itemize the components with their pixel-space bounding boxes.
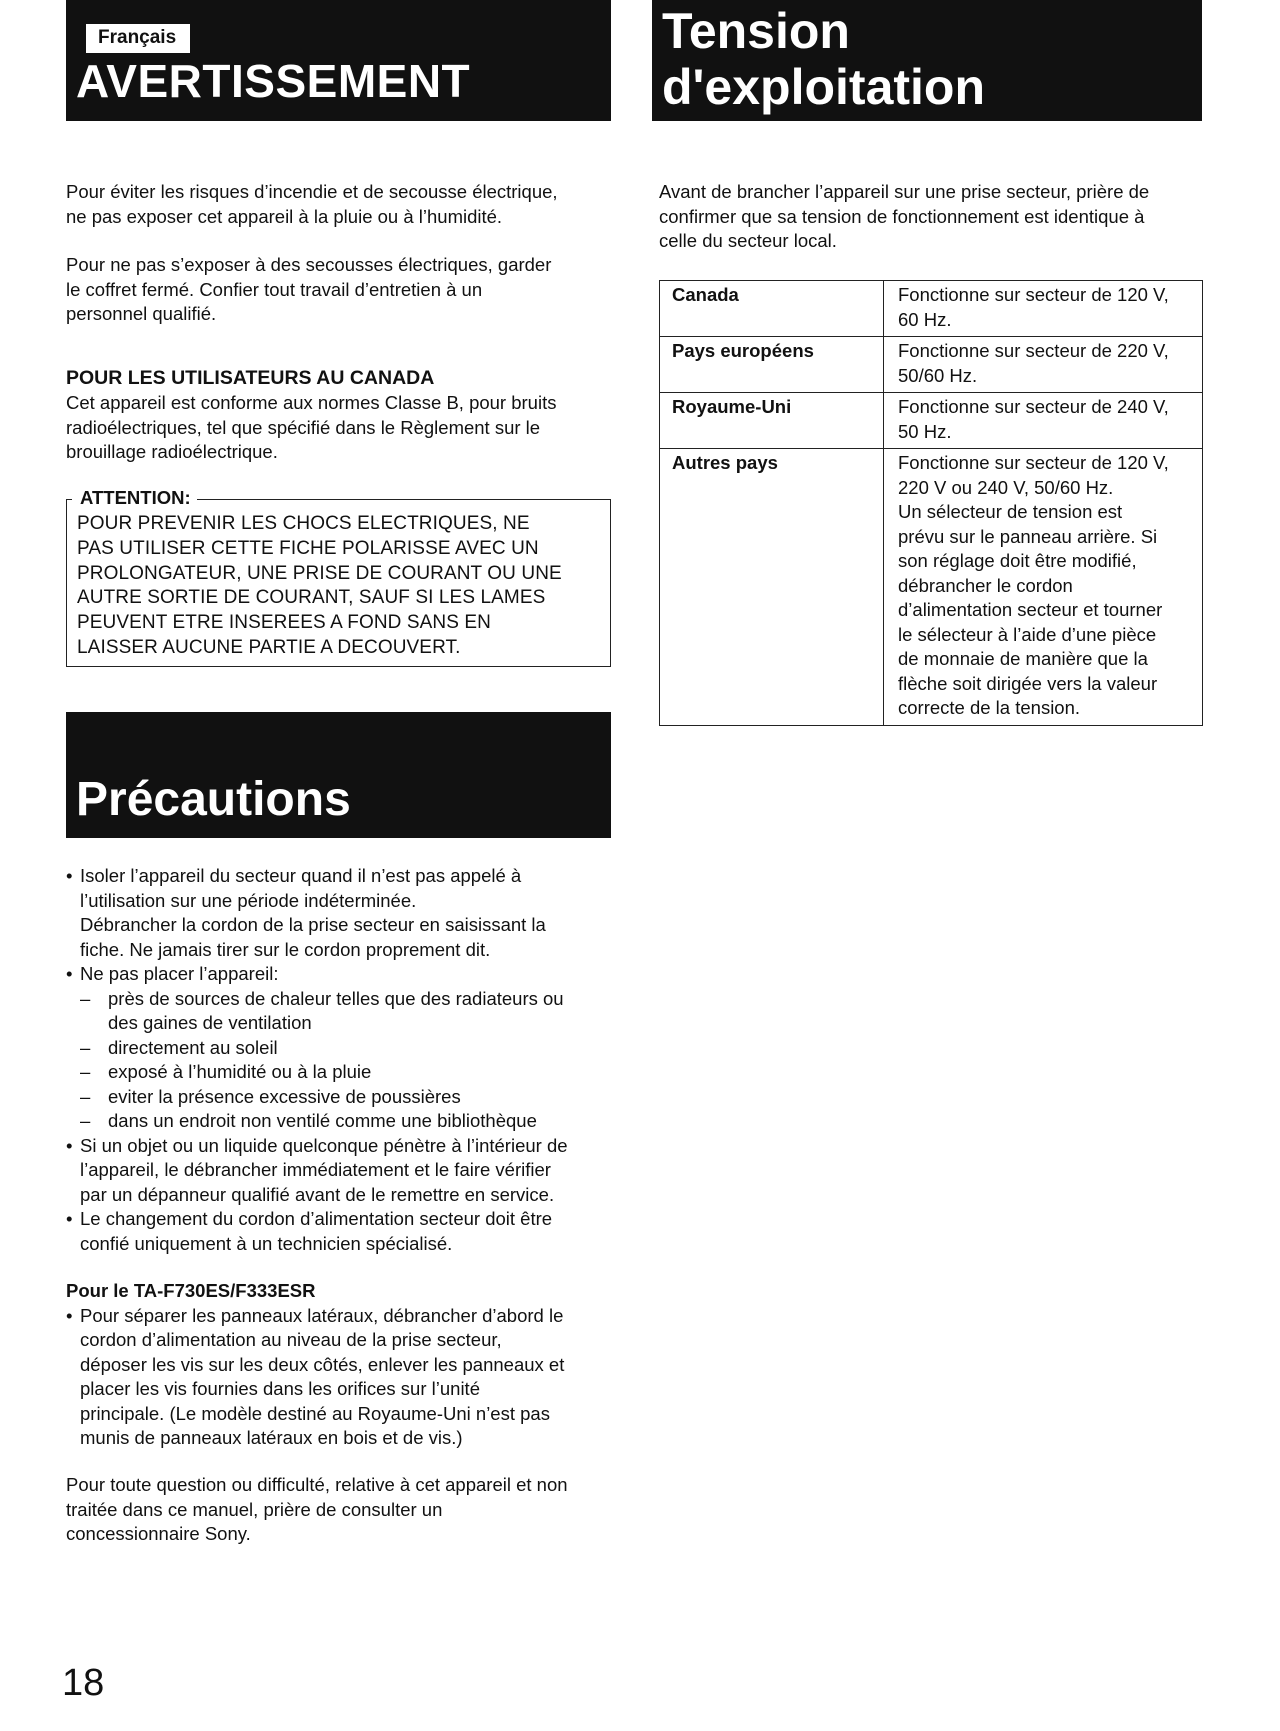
text-line: l’appareil, le débrancher immédiatement et le faire vérifier: [80, 1159, 551, 1180]
closing-paragraph: [66, 1473, 636, 1547]
text-line: ne pas exposer cet appareil à la pluie ou à l’humidité.: [66, 205, 503, 227]
text-line: • Isoler l’appareil du secteur quand il n’est pas appelé à: [80, 865, 522, 886]
language-tag: Français: [86, 24, 190, 53]
text-line: des gaines de ventilation: [108, 1012, 312, 1033]
text-line: LAISSER AUCUNE PARTIE A DECOUVERT.: [77, 636, 461, 658]
text-line: 50 Hz.: [898, 420, 952, 442]
country-cell: Autres pays: [660, 449, 884, 726]
text-line: – près de sources de chaleur telles que des radiateurs ou: [108, 987, 564, 1009]
text-line: PAS UTILISER CETTE FICHE POLARISSE AVEC UN: [77, 537, 539, 559]
text-line: 220 V ou 240 V, 50/60 Hz.: [898, 476, 1114, 498]
text-line: Cet appareil est conforme aux normes Classe B, pour bruits: [66, 392, 557, 413]
text-line: fiche. Ne jamais tirer sur le cordon proprement dit.: [80, 938, 491, 960]
text-line: placer les vis fournies dans les orifices sur l’unité: [80, 1378, 480, 1399]
country-cell: Pays européens: [660, 337, 884, 393]
text-line: Un sélecteur de tension est: [898, 501, 1123, 522]
list-item: [66, 864, 626, 962]
text-line: celle du secteur local.: [659, 230, 837, 251]
text-line: Fonctionne sur secteur de 120 V,: [898, 284, 1169, 305]
list-item: [66, 1134, 626, 1208]
text-line: Fonctionne sur secteur de 240 V,: [898, 396, 1169, 417]
list-item: [66, 1304, 626, 1451]
avertissement-para2: [66, 253, 626, 327]
avertissement-banner: [66, 0, 611, 121]
text-line: • Si un objet ou un liquide quelconque pénètre à l’intérieur de: [80, 1134, 568, 1156]
attention-border: [66, 499, 72, 500]
model-section: [66, 1279, 626, 1451]
precautions-banner: [66, 712, 611, 838]
tension-banner: [652, 0, 1202, 121]
attention-text: [77, 512, 562, 661]
avertissement-para1: [66, 180, 626, 229]
precautions-list: [66, 864, 626, 1256]
text-line: le coffret fermé. Confier tout travail d’entretien à un: [66, 278, 483, 300]
canada-text: [66, 391, 626, 465]
text-line: Pour ne pas s’exposer à des secousses électriques, garder: [66, 254, 552, 275]
table-row: [660, 393, 1203, 449]
text-line: brouillage radioélectrique.: [66, 441, 278, 462]
text-line: Débrancher la cordon de la prise secteur en saisissant la: [80, 914, 546, 935]
voltage-cell: [884, 281, 1203, 337]
text-line: • Ne pas placer l’appareil:: [80, 963, 279, 984]
attention-label: ATTENTION:: [77, 486, 197, 510]
text-line: l’utilisation sur une période indéterminée.: [80, 889, 417, 911]
sub-list-item: – directement au soleil: [80, 1036, 626, 1061]
text-line: Fonctionne sur secteur de 120 V,: [898, 452, 1169, 473]
table-row: [660, 449, 1203, 726]
model-list: [66, 1304, 626, 1451]
attention-box: [66, 487, 611, 667]
text-line: principale. (Le modèle destiné au Royaume-Uni n’est pas: [80, 1402, 550, 1424]
country-cell: Canada: [660, 281, 884, 337]
sub-list-item: – dans un endroit non ventilé comme une bibliothèque: [80, 1109, 626, 1134]
text-line: par un dépanneur qualifié avant de le remettre en service.: [80, 1183, 555, 1205]
text-line: confirmer que sa tension de fonctionnement est identique à: [659, 205, 1145, 227]
sub-list: [80, 987, 626, 1134]
text-line: POUR PREVENIR LES CHOCS ELECTRIQUES, NE: [77, 513, 530, 534]
voltage-table: [659, 280, 1203, 726]
text-line: Fonctionne sur secteur de 220 V,: [898, 340, 1169, 361]
table-row: [660, 337, 1203, 393]
text-line: concessionnaire Sony.: [66, 1523, 251, 1544]
text-line: Pour éviter les risques d’incendie et de secousse électrique,: [66, 181, 558, 202]
text-line: Avant de brancher l’appareil sur une prise secteur, prière de: [659, 181, 1150, 202]
text-line: AUTRE SORTIE DE COURANT, SAUF SI LES LAMES: [77, 587, 546, 609]
precautions-title: Précautions: [76, 773, 351, 826]
tension-intro: [659, 180, 1219, 254]
voltage-cell: [884, 449, 1203, 726]
table-row: [660, 281, 1203, 337]
text-line: traitée dans ce manuel, prière de consulter un: [66, 1498, 443, 1520]
text-line: 50/60 Hz.: [898, 364, 978, 386]
text-line: cordon d’alimentation au niveau de la prise secteur,: [80, 1329, 502, 1350]
text-line: correcte de la tension.: [898, 697, 1081, 718]
list-item: [66, 962, 626, 1134]
text-line: • Le changement du cordon d’alimentation secteur doit être: [80, 1208, 553, 1229]
text-line: PEUVENT ETRE INSEREES A FOND SANS EN: [77, 612, 491, 634]
text-line: de monnaie de manière que la: [898, 648, 1148, 669]
text-line: personnel qualifié.: [66, 303, 217, 324]
sub-list-item: – eviter la présence excessive de poussières: [80, 1085, 626, 1110]
avertissement-title: AVERTISSEMENT: [76, 55, 471, 107]
precautions-body: [66, 864, 626, 1256]
text-line: prévu sur le panneau arrière. Si: [898, 525, 1158, 547]
voltage-cell: [884, 337, 1203, 393]
voltage-cell: [884, 393, 1203, 449]
text-line: Pour toute question ou difficulté, relative à cet appareil et non: [66, 1474, 568, 1495]
text-line: confié uniquement à un technicien spécialisé.: [80, 1232, 453, 1254]
text-line: déposer les vis sur les deux côtés, enlever les panneaux et: [80, 1353, 565, 1375]
canada-section: [66, 366, 626, 465]
sub-list-item: – exposé à l’humidité ou à la pluie: [80, 1060, 626, 1085]
text-line: munis de panneaux latéraux en bois et de vis.): [80, 1427, 463, 1448]
text-line: d’alimentation secteur et tourner: [898, 599, 1163, 620]
text-line: • Pour séparer les panneaux latéraux, débrancher d’abord le: [80, 1304, 564, 1326]
tension-title: [662, 3, 985, 115]
model-heading: Pour le TA-F730ES/F333ESR: [66, 1280, 316, 1301]
page-number: 18: [62, 1662, 105, 1704]
text-line: 60 Hz.: [898, 308, 952, 330]
tension-title-line: d'exploitation: [662, 59, 985, 115]
text-line: PROLONGATEUR, UNE PRISE DE COURANT OU UNE: [77, 562, 562, 584]
text-line: débrancher le cordon: [898, 574, 1073, 596]
sub-list-item: [80, 987, 626, 1036]
list-item: [66, 1207, 626, 1256]
canada-heading: POUR LES UTILISATEURS AU CANADA: [66, 367, 435, 389]
country-cell: Royaume-Uni: [660, 393, 884, 449]
tension-title-line: Tension: [662, 3, 850, 59]
text-line: flèche soit dirigée vers la valeur: [898, 672, 1158, 694]
text-line: le sélecteur à l’aide d’une pièce: [898, 623, 1157, 645]
text-line: son réglage doit être modifié,: [898, 550, 1137, 571]
text-line: radioélectriques, tel que spécifié dans le Règlement sur le: [66, 416, 541, 438]
